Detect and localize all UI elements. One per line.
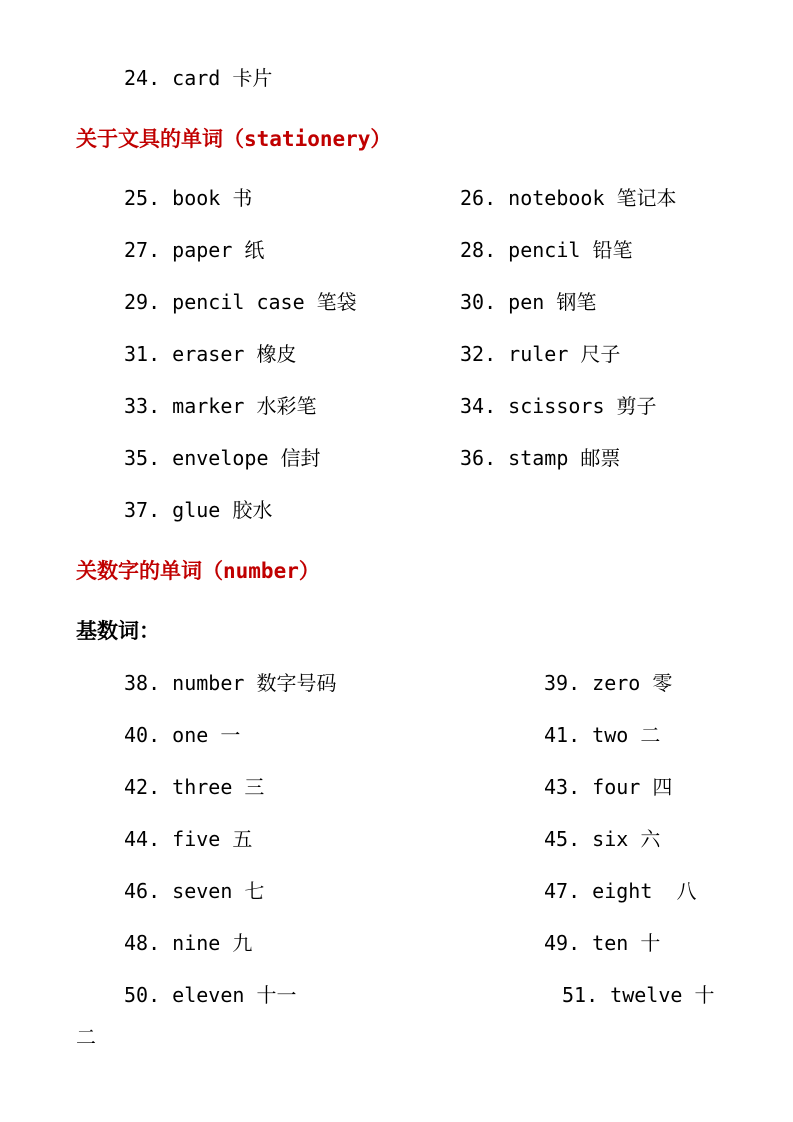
list-item: 31. eraser 橡皮	[124, 342, 297, 366]
list-item: 42. three 三	[124, 775, 265, 799]
list-item: 46. seven 七	[124, 879, 265, 903]
list-item: 48. nine 九	[124, 931, 253, 955]
list-item: 45. six 六	[544, 827, 661, 851]
list-item: 27. paper 纸	[124, 238, 265, 262]
list-item: 39. zero 零	[544, 671, 673, 695]
list-item: 36. stamp 邮票	[460, 446, 621, 470]
list-item: 37. glue 胶水	[124, 498, 273, 522]
list-item: 29. pencil case 笔袋	[124, 290, 357, 314]
list-item: 44. five 五	[124, 827, 253, 851]
list-item: 51. twelve 十	[562, 983, 715, 1007]
list-item: 34. scissors 剪子	[460, 394, 657, 418]
list-item: 33. marker 水彩笔	[124, 394, 317, 418]
list-item: 38. number 数字号码	[124, 671, 337, 695]
section-heading-number: 关数字的单词（number）	[76, 559, 320, 583]
list-item: 41. two 二	[544, 723, 661, 747]
list-item: 28. pencil 铅笔	[460, 238, 633, 262]
list-item: 43. four 四	[544, 775, 673, 799]
list-item: 35. envelope 信封	[124, 446, 321, 470]
subheading-cardinal-numbers: 基数词：	[76, 619, 160, 643]
list-item: 30. pen 钢笔	[460, 290, 597, 314]
list-item: 32. ruler 尺子	[460, 342, 621, 366]
list-item: 50. eleven 十一	[124, 983, 297, 1007]
list-item: 26. notebook 笔记本	[460, 186, 677, 210]
section-heading-stationery: 关于文具的单词（stationery）	[76, 127, 392, 151]
list-item: 49. ten 十	[544, 931, 661, 955]
list-item: 25. book 书	[124, 186, 253, 210]
list-item-wrap: 二	[76, 1025, 96, 1049]
list-item: 47. eight 八	[544, 879, 697, 903]
list-item: 40. one 一	[124, 723, 241, 747]
list-item-card: 24. card 卡片	[124, 66, 273, 90]
